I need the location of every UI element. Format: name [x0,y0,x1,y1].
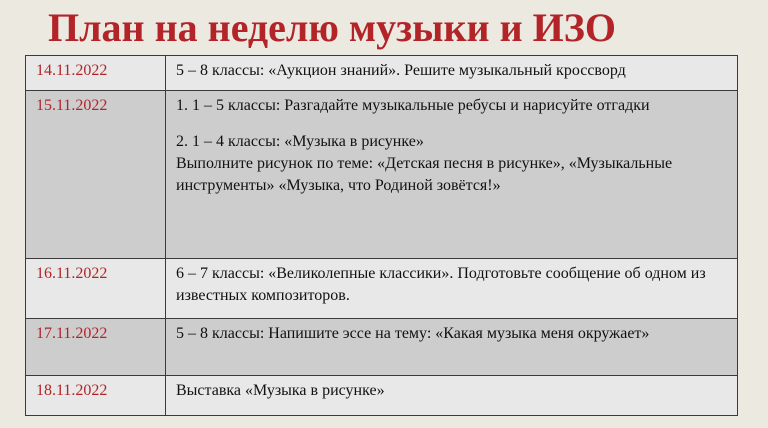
date-cell: 14.11.2022 [26,56,166,91]
table-row [26,319,738,376]
task-text: 2. 1 – 4 классы: «Музыка в рисунке» [176,133,424,150]
task-cell [166,91,738,259]
plan-table [25,55,738,416]
paragraph-spacer [176,117,730,131]
table-row [26,376,738,416]
page-title: План на неделю музыки и ИЗО [48,5,616,50]
date-cell: 18.11.2022 [26,376,166,416]
table-row [26,259,738,319]
task-text: 5 – 8 классы: Напишите эссе на тему: «Какая музыка меня окружает» [176,325,650,342]
task-cell [166,56,738,91]
task-cell [166,259,738,319]
table-row [26,56,738,91]
task-text: Выставка «Музыка в рисунке» [176,382,385,399]
task-text: 5 – 8 классы: «Аукцион знаний». Решите музыкальный кроссворд [176,62,626,79]
task-cell [166,319,738,376]
table-row [26,91,738,259]
date-cell: 15.11.2022 [26,91,166,259]
task-cell [166,376,738,416]
date-cell: 16.11.2022 [26,259,166,319]
task-text: 6 – 7 классы: «Великолепные классики». Подготовьте сообщение об одном из известных композиторов. [176,265,706,304]
task-text: Выполните рисунок по теме: «Детская песня в рисунке», «Музыкальные инструменты» «Музыка, что Родиной зовётся!» [176,155,673,194]
date-cell: 17.11.2022 [26,319,166,376]
task-text: 1. 1 – 5 классы: Разгадайте музыкальные ребусы и нарисуйте отгадки [176,97,650,114]
